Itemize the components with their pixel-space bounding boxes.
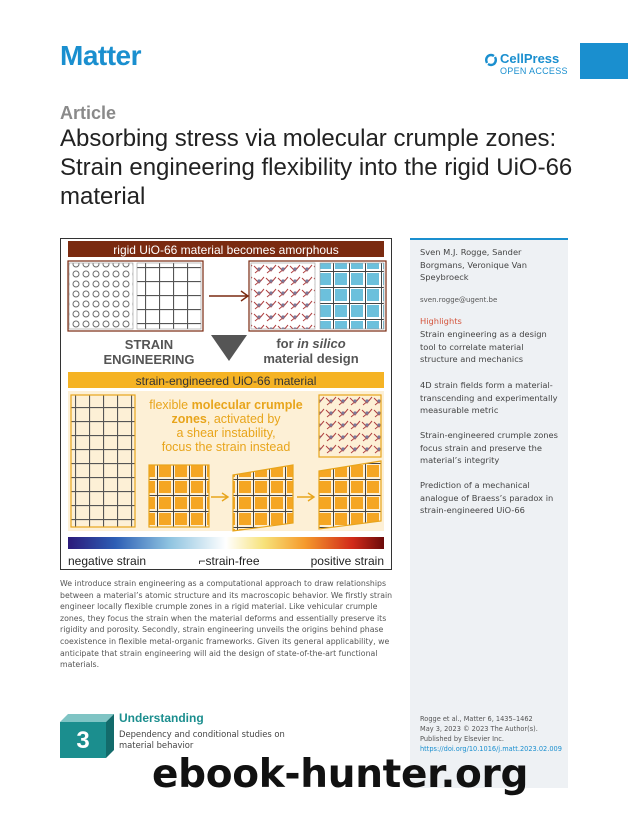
date-line: May 3, 2023 © 2023 The Author(s). Published by Elsevier Inc. [420,725,538,743]
positive-strain-label: positive strain [310,554,384,568]
rigid-structure-1 [69,263,133,329]
header-tab [580,43,628,79]
crumple-text-line4: focus the strain instead [161,440,291,454]
authors: Sven M.J. Rogge, Sander Borgmans, Veronique Van Speybroeck [420,247,527,282]
crumple-structure-3 [319,461,381,529]
amorphous-porous-structure [320,263,384,329]
article-title: Absorbing stress via molecular crumple zones: Strain engineering flexibility into the rigid UiO-66 material [60,125,573,210]
understanding-level-icon [60,714,114,758]
watermark-text: ebook-hunter.org [152,752,529,797]
summary-paragraph: We introduce strain engineering as a computational approach to draw relationships between a material’s atomic structure and its macroscopic behavior. We firstly strain engineer locally flexible crumple zones in a rigid material. Like vehicular crumple zones, they focus the strain when the material deforms and essentially preserve its rigidity and porosity. Secondly, strain engineering unveils the origins behind phase coexistence in flexible metal-organic frameworks. Given its general applicability, we anticipate that strain engineering will aid the design of state-of-the-art functional materials. [60,579,393,670]
understanding-subtitle: Dependency and conditional studies on material behavior [119,729,285,750]
strain-free-label: ⌐strain-free [198,554,260,568]
crumple-text-2b: , activated by [206,412,281,426]
open-access-label: OPEN ACCESS [500,66,568,76]
amorphous-structure [251,263,315,329]
down-triangle-icon [211,335,247,361]
highlights-title: Highlights [420,316,462,326]
crumple-text-2a: zones [171,412,207,426]
citation-line: Rogge et al., Matter 6, 1435–1462 [420,715,533,723]
publisher-name: CellPress [500,51,560,66]
highlight-item: Prediction of a mechanical analogue of Braess’s paradox in strain-engineered UiO-66 [420,480,554,515]
cellpress-mark-icon [484,53,498,67]
in-silico-label [276,336,345,351]
material-design-label: material design [263,351,359,366]
article-type-label: Article [60,103,117,123]
mid-banner-text: strain-engineered UiO-66 material [135,374,317,388]
strain-colorbar [68,537,384,549]
crumple-structure-2 [233,465,293,531]
crumple-text-1b: molecular crumple [191,398,303,412]
in-silico-text: in silico [297,336,346,351]
crumple-text-line2 [171,412,281,426]
graphical-abstract [60,238,392,570]
crumple-text-line3: a shear instability, [176,426,276,440]
strain-label-line1: STRAIN [124,337,174,352]
understanding-level: 3 [76,727,90,754]
strain-label-line2: ENGINEERING [103,352,195,367]
top-banner-text: rigid UiO-66 material becomes amorphous [113,243,339,257]
arrow-icon [209,291,248,301]
highlight-item: 4D strain fields form a material-transcending and experimentally measurable metric [420,380,558,415]
strain-structure-left [71,395,135,527]
understanding-title: Understanding [119,711,204,725]
negative-strain-label: negative strain [68,554,147,568]
crumple-structure-1 [149,465,209,527]
crumple-text-line1 [149,398,303,412]
sidebar [410,238,568,788]
graphical-abstract-figure [61,239,391,569]
highlight-item: Strain engineering as a design tool to correlate material structure and mechanics [420,329,547,364]
rigid-structure-2 [137,263,201,329]
cellpress-logo[interactable] [484,52,580,76]
citation [420,714,560,754]
strain-structure-right-top [319,395,381,457]
for-text: for [276,336,298,351]
journal-name[interactable]: Matter [60,40,142,71]
strain-free-text: strain-free [205,554,260,568]
highlight-item: Strain-engineered crumple zones focus strain and preserve the material’s integrity [420,430,558,465]
doi-link[interactable]: https://doi.org/10.1016/j.matt.2023.02.009 [420,745,562,753]
crumple-text-1a: flexible [149,398,192,412]
author-email[interactable]: sven.rogge@ugent.be [420,296,498,304]
